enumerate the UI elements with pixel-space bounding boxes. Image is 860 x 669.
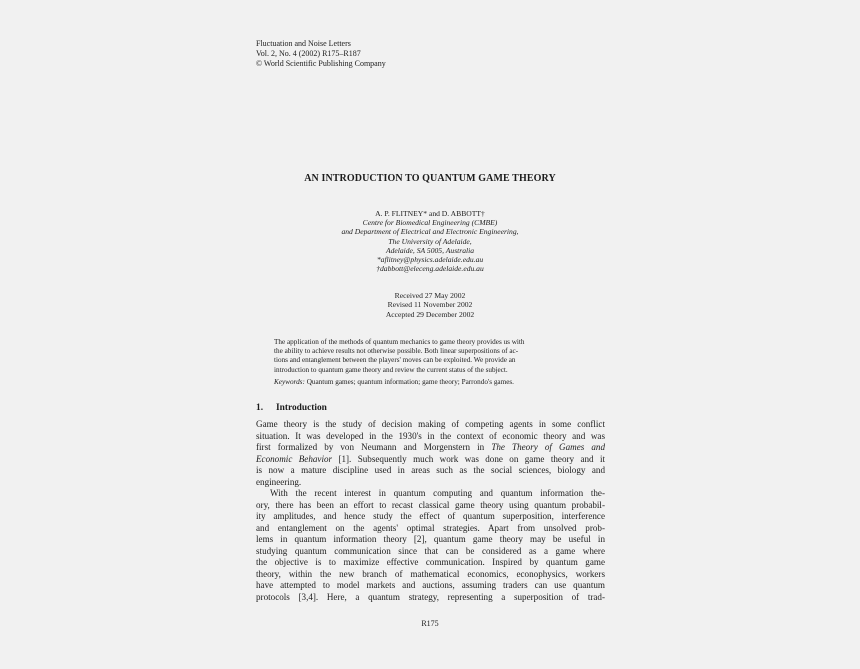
body-line: and entanglement on the agents' optimal strategies. Apart from unsolved prob-: [256, 522, 605, 533]
date-revised: Revised 11 November 2002: [387, 300, 473, 310]
submission-dates: [0, 291, 860, 319]
journal-name: Fluctuation and Noise Letters: [256, 39, 351, 48]
section-number: 1.: [256, 403, 264, 413]
section-title: Introduction: [276, 403, 327, 413]
body-line: protocols [3,4]. Here, a quantum strategy, representing a superposition of trad-: [256, 591, 605, 602]
affiliation-line: Adelaide, SA 5005, Australia: [385, 245, 475, 255]
body-line: lems in quantum information theory [2], quantum game theory may be useful in: [256, 534, 605, 544]
body-line: the objective is to maximize effective communication. Inspired by quantum game: [256, 557, 605, 567]
affiliation-line: The University of Adelaide,: [388, 236, 472, 246]
body-line: first formalized by von Neumann and Morgenstern in The Theory of Games and: [256, 442, 606, 452]
journal-header: [256, 39, 386, 69]
keywords-text: Quantum games; quantum information; game theory; Parrondo's games.: [306, 377, 514, 386]
body-line: studying quantum communication since that can be considered as a game where: [256, 545, 605, 556]
body-line: engineering.: [256, 476, 302, 487]
journal-copyright: © World Scientific Publishing Company: [256, 59, 386, 68]
section-heading: [256, 403, 327, 413]
body-line: have attempted to model markets and auctions, assuming traders can use quantum: [256, 580, 605, 590]
body-line: Game theory is the study of decision making of competing agents in some conflict: [256, 419, 605, 429]
paper-title: AN INTRODUCTION TO QUANTUM GAME THEORY: [304, 173, 556, 184]
abstract-line: The application of the methods of quantum mechanics to game theory provides us with: [274, 338, 525, 346]
book-title: The Theory of Games and: [491, 442, 606, 452]
body-line: With the recent interest in quantum computing and quantum information the-: [270, 488, 605, 498]
keywords: [274, 378, 586, 387]
affiliation-line: Centre for Biomedical Engineering (CMBE): [362, 218, 498, 228]
body-line: ity amplitudes, and hence study the effect of quantum superposition, interference: [256, 511, 605, 521]
abstract-line: tions and entanglement between the players' moves can be exploited. We provide an: [274, 356, 516, 365]
author-names: A. P. FLITNEY* and D. ABBOTT†: [375, 209, 485, 218]
abstract: [274, 338, 586, 387]
body-line: situation. It was developed in the 1930's in the context of economic theory and was: [256, 430, 605, 441]
body-line: is now a mature discipline used in areas such as the social sciences, biology and: [256, 465, 605, 475]
body-line: theory, within the new branch of mathematical economics, econophysics, workers: [256, 568, 605, 579]
date-accepted: Accepted 29 December 2002: [385, 309, 475, 319]
body-line: ory, there has been an effort to recast classical game theory using quantum probabil-: [256, 499, 605, 510]
author-email: †dabbott@eleceng.adelaide.edu.au: [376, 264, 484, 274]
abstract-line: the ability to achieve results not otherwise possible. Both linear superpositions of ac-: [274, 347, 519, 356]
affiliation-line: and Department of Electrical and Electronic Engineering,: [341, 227, 519, 237]
abstract-line: introduction to quantum game theory and review the current status of the subject.: [274, 365, 508, 374]
keywords-label: Keywords:: [274, 377, 305, 386]
date-received: Received 27 May 2002: [394, 291, 466, 300]
author-email: *aflitney@physics.adelaide.edu.au: [376, 255, 484, 265]
book-title: Economic Behavior: [256, 453, 333, 464]
body-line: Economic Behavior [1]. Subsequently much work was done on game theory and it: [256, 453, 605, 464]
page-number: R175: [421, 619, 439, 628]
author-block: [0, 209, 860, 273]
body-text: [256, 419, 605, 603]
journal-volume: Vol. 2, No. 4 (2002) R175–R187: [256, 49, 361, 58]
